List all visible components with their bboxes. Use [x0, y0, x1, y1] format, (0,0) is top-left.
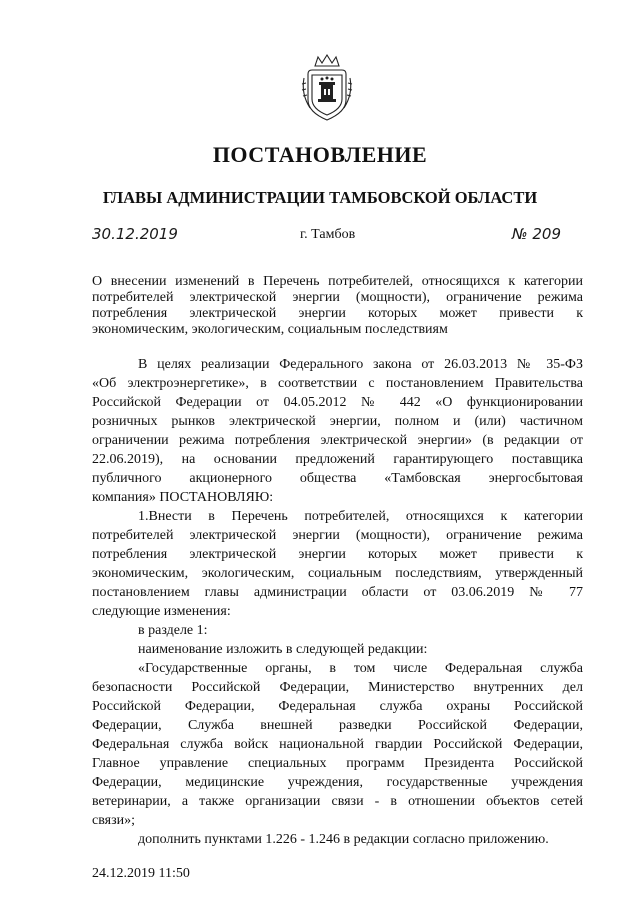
body-line: Федерации, Служба внешней разведки Российской Федерации,	[92, 718, 583, 733]
coat-of-arms-icon	[298, 52, 356, 124]
body-line: 22.06.2019), на основании предложений гарантирующего поставщика	[92, 452, 583, 467]
body-line: связи»;	[92, 813, 135, 828]
subject-line: потребителей электрической энергии (мощности), ограничение режима	[92, 290, 583, 305]
body-line: потребления электрической энергии которых может привести к	[92, 547, 583, 562]
body-line: «Государственные органы, в том числе Федеральная служба	[138, 661, 583, 676]
city-label: г. Тамбов	[300, 227, 356, 242]
body-line: ограничении режима потребления электрической энергии» (в редакции от	[92, 433, 583, 448]
body-line: постановлением главы администрации области от 03.06.2019 № 77	[92, 585, 583, 600]
body-line: Федерации, медицинские учреждения, государственные учреждения	[92, 775, 583, 790]
body-line: безопасности Российской Федерации, Министерство внутренних дел	[92, 680, 583, 695]
subject-line: экономическим, экологическим, социальным последствиям	[92, 322, 448, 337]
print-timestamp: 24.12.2019 11:50	[92, 866, 190, 881]
body-line: экономическим, экологическим, социальным последствиям, утвержденный	[92, 566, 583, 581]
body-line: розничных рынков электрической энергии, полном и (или) частичном	[92, 414, 583, 429]
subject-line: потребления электрической энергии которых может привести к	[92, 306, 583, 321]
body-line: «Об электроэнергетике», в соответствии с постановлением Правительства	[92, 376, 583, 391]
body-line: 1.Внести в Перечень потребителей, относящихся к категории	[138, 509, 583, 524]
body-line: публичного акционерного общества «Тамбовская энергосбытовая	[92, 471, 583, 486]
body-line: следующие изменения:	[92, 604, 231, 619]
body-line: дополнить пунктами 1.226 - 1.246 в редакции согласно приложению.	[138, 832, 549, 847]
handwritten-number: № 209	[512, 225, 561, 243]
body-line: Федеральная служба войск национальной гвардии Российской Федерации,	[92, 737, 583, 752]
handwritten-date: 30.12.2019	[92, 225, 178, 243]
document-subtitle: ГЛАВЫ АДМИНИСТРАЦИИ ТАМБОВСКОЙ ОБЛАСТИ	[102, 188, 538, 207]
body-line: потребителей электрической энергии (мощности), ограничение режима	[92, 528, 583, 543]
body-line: Российской Федерации от 04.05.2012 № 442 «О функционировании	[92, 395, 583, 410]
body-line: В целях реализации Федерального закона от 26.03.2013 № 35-ФЗ	[138, 357, 583, 372]
subject-line: О внесении изменений в Перечень потребителей, относящихся к категории	[92, 274, 583, 289]
body-line: Российской Федерации, Федеральная служба охраны Российской	[92, 699, 583, 714]
document-title: ПОСТАНОВЛЕНИЕ	[212, 142, 428, 167]
body-line: Главное управление специальных программ Президента Российской	[92, 756, 583, 771]
body-line: ветеринарии, а также организации связи - в отношении объектов сетей	[92, 794, 583, 809]
body-line: компания» ПОСТАНОВЛЯЮ:	[92, 490, 274, 505]
body-line: в разделе 1:	[138, 623, 208, 638]
body-line: наименование изложить в следующей редакции:	[138, 642, 428, 657]
